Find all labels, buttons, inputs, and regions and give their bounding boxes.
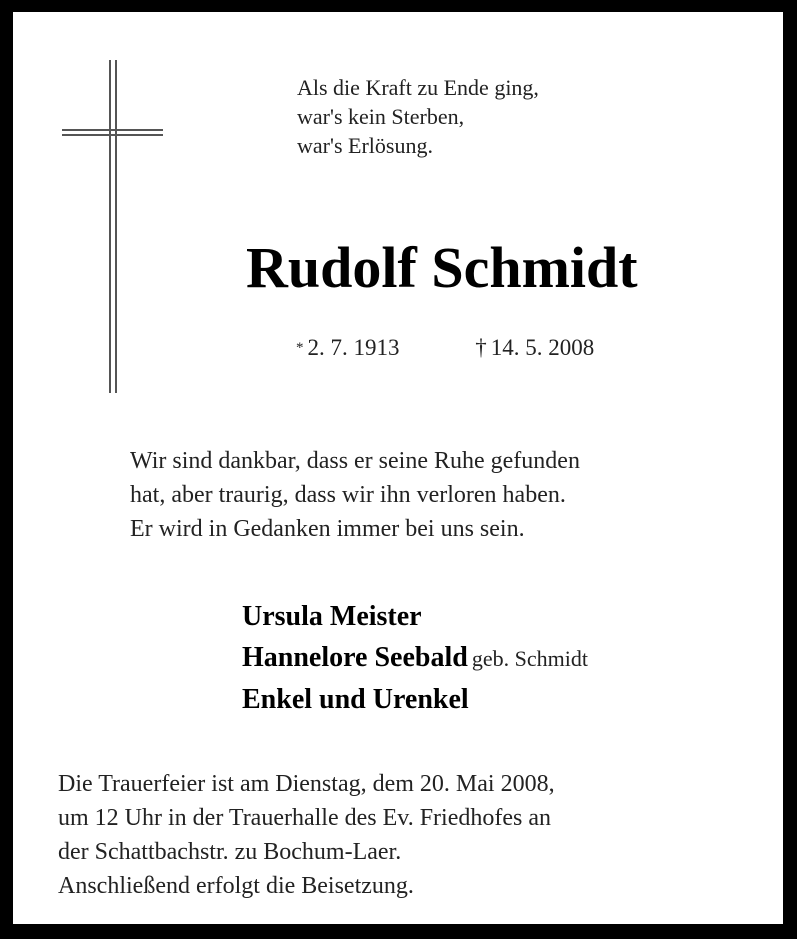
verse-line: Wir sind dankbar, dass er seine Ruhe gefunden — [130, 448, 580, 474]
birth-date: 2. 7. 1913 — [307, 335, 400, 360]
service-details — [58, 767, 555, 903]
deceased-name: Rudolf Schmidt — [246, 235, 638, 300]
mourner — [242, 637, 588, 679]
birth-star-icon: * — [296, 340, 304, 356]
mourner-name: Enkel und Urenkel — [242, 684, 469, 715]
mourner — [242, 679, 588, 720]
motto-line: Als die Kraft zu Ende ging, — [297, 75, 539, 100]
cross-horizontal-line — [62, 129, 163, 131]
obituary-notice — [13, 12, 783, 924]
service-line: Die Trauerfeier ist am Dienstag, dem 20. Mai 2008, — [58, 771, 555, 797]
cross-vertical-line — [115, 60, 117, 393]
mourner-maiden-name: geb. Schmidt — [471, 646, 588, 671]
service-line: Anschließend erfolgt die Beisetzung. — [58, 873, 414, 899]
service-line: um 12 Uhr in der Trauerhalle des Ev. Friedhofes an — [58, 805, 552, 831]
service-line: der Schattbachstr. zu Bochum-Laer. — [58, 839, 402, 865]
death-date: 14. 5. 2008 — [490, 335, 595, 360]
motto-line: war's Erlösung. — [297, 133, 433, 158]
motto — [297, 73, 539, 160]
verse-line: hat, aber traurig, dass wir ihn verloren haben. — [130, 482, 566, 508]
verse-line: Er wird in Gedanken immer bei uns sein. — [130, 516, 525, 542]
mourner — [242, 596, 588, 637]
verse — [130, 444, 580, 546]
mourners-list — [242, 596, 588, 720]
death-dagger-icon: † — [475, 335, 487, 360]
motto-line: war's kein Sterben, — [297, 104, 465, 129]
mourner-name: Hannelore Seebald — [242, 642, 468, 673]
cross-horizontal-line — [62, 134, 163, 136]
life-dates — [296, 335, 594, 361]
cross-vertical-line — [109, 60, 111, 393]
mourner-name: Ursula Meister — [242, 601, 422, 632]
